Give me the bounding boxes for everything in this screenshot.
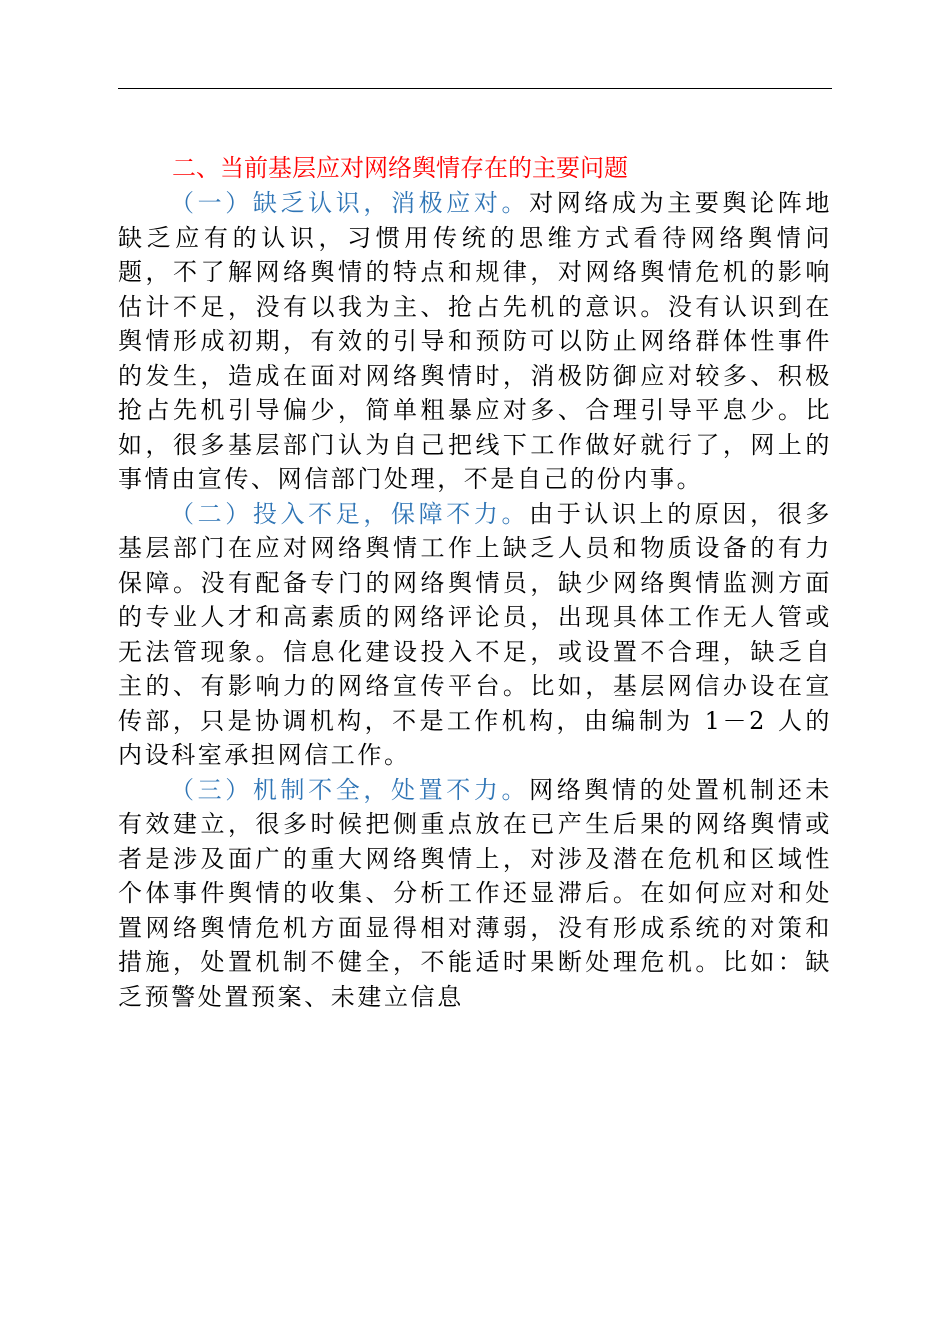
paragraph-1 — [118, 186, 832, 497]
sub-heading-2: （二）投入不足，保障不力。 — [170, 499, 530, 528]
paragraph-1-body: 对网络成为主要舆论阵地缺乏应有的认识，习惯用传统的思维方式看待网络舆情问题，不了解网络舆情的特点和规律，对网络舆情危机的影响估计不足，没有以我为主、抢占先机的意识。没有认识到在舆情形成初期，有效的引导和预防可以防止网络群体性事件的发生，造成在面对网络舆情时，消极防御应对较多、积极抢占先机引导偏少，简单粗暴应对多、合理引导平息少。比如，很多基层部门认为自己把线下工作做好就行了，网上的事情由宣传、网信部门处理，不是自己的份内事。 — [118, 189, 832, 493]
sub-heading-3: （三）机制不全，处置不力。 — [170, 775, 530, 804]
sub-heading-1: （一）缺乏认识，消极应对。 — [170, 189, 530, 217]
header-rule — [118, 88, 832, 89]
paragraph-2-body: 由于认识上的原因，很多基层部门在应对网络舆情工作上缺乏人员和物质设备的有力保障。没有配备专门的网络舆情员，缺少网络舆情监测方面的专业人才和高素质的网络评论员，出现具体工作无人管或无法管现象。信息化建设投入不足，或设置不合理，缺乏自主的、有影响力的网络宣传平台。比如，基层网信办设在宣传部，只是协调机构，不是工作机构，由编制为 1－2 人的内设科室承担网信工作。 — [118, 499, 832, 769]
paragraph-3 — [118, 773, 832, 1015]
paragraph-3-body: 网络舆情的处置机制还未有效建立，很多时候把侧重点放在已产生后果的网络舆情或者是涉及面广的重大网络舆情上，对涉及潜在危机和区域性个体事件舆情的收集、分析工作还显滞后。在如何应对和处置网络舆情危机方面显得相对薄弱，没有形成系统的对策和措施，处置机制不健全，不能适时果断处理危机。比如：缺乏预警处置预案、未建立信息 — [118, 775, 832, 1011]
section-heading: 二、当前基层应对网络舆情存在的主要问题 — [172, 154, 628, 182]
paragraph-2 — [118, 497, 832, 773]
document-body — [118, 150, 832, 1014]
